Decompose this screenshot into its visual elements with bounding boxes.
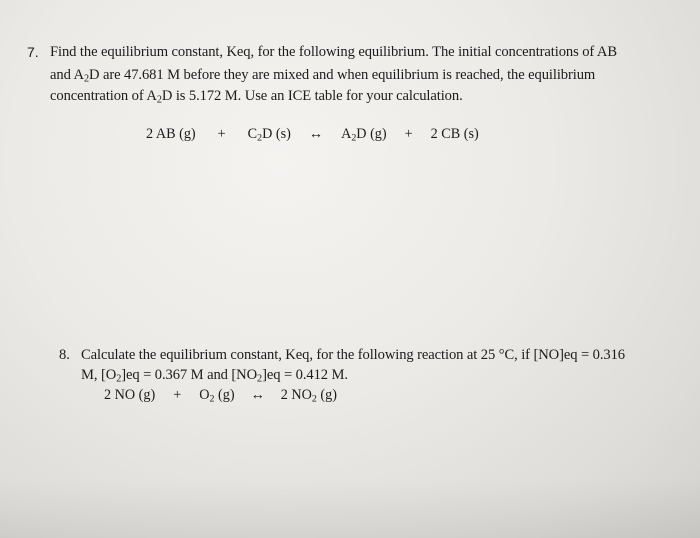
q7-plus-2: + (404, 126, 413, 142)
question-7-text-line3: concentration of $A_2D$ is 5.172 M. Use an ICE table for your calculation. (50, 88, 463, 106)
q7-plus-1: + (217, 126, 226, 142)
question-7-number: 7. (27, 44, 39, 60)
question-7-text-line2: and $A_2D$ are 47.681 M before they are mixed and when equilibrium is reached, the equilibrium (50, 67, 596, 85)
question-7-text-line1: Find the equilibrium constant, Keq, for the following equilibrium. The initial concentrations of AB (50, 44, 617, 60)
question-8-text-line1: Calculate the equilibrium constant, Keq, for the following reaction at 25 °C, if [NO]eq = 0.316 (81, 347, 625, 363)
q7-equilibrium-arrow: ↔ (308, 126, 324, 142)
q8-reactant-no: 2 NO (g) (104, 387, 156, 403)
question-8-number: 8. (59, 347, 70, 363)
q8-product-no2: 2 $NO_2$ (g) (280, 387, 337, 405)
q7-reactant-ab: 2 AB (g) (146, 126, 196, 142)
q8-plus-1: + (173, 387, 182, 403)
question-7-equation (146, 126, 479, 143)
question-8-equation (104, 387, 337, 404)
page-shadow (0, 478, 700, 538)
q7-reactant-c2d: $C_2D$ (s) (247, 126, 291, 144)
question-8-text-line2: M, $[O_2]eq = 0.367$ M and $[NO_2]eq = 0.412$ M. (81, 367, 348, 385)
q8-equilibrium-arrow: ↔ (250, 387, 265, 403)
q7-product-a2d: $A_2D$ (g) (341, 126, 387, 144)
q8-reactant-o2: $O_2$ (g) (199, 387, 235, 405)
q7-product-cb: 2 CB (s) (430, 126, 479, 142)
